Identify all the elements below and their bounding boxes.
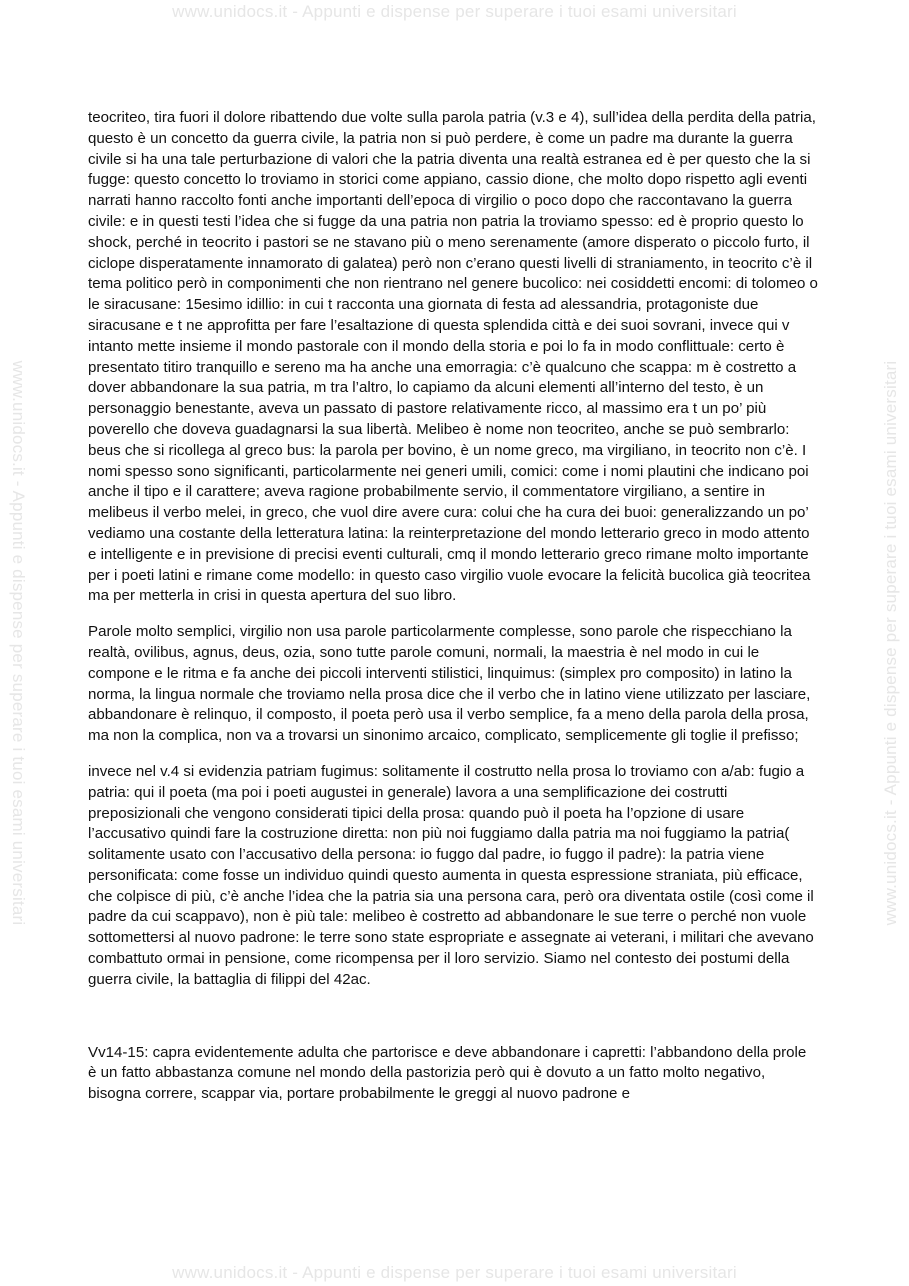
document-body — [88, 108, 818, 1105]
watermark-left: www.unidocs.it - Appunti e dispense per superare i tuoi esami universitari — [9, 360, 28, 926]
watermark-right: www.unidocs.it - Appunti e dispense per superare i tuoi esami universitari — [881, 360, 900, 926]
watermark-bottom: www.unidocs.it - Appunti e dispense per superare i tuoi esami universitari — [172, 1263, 737, 1282]
paragraph-4: Vv14-15: capra evidentemente adulta che partorisce e deve abbandonare i capretti: l’abbandono della prole è un fatto abbastanza comune nel mondo della pastorizia però qui è dovuto a un fatto molto negativo, bisogna correre, scappar via, portare probabilmente le greggi al nuovo padrone e — [88, 1043, 807, 1103]
paragraph-1: teocriteo, tira fuori il dolore ribattendo due volte sulla parola patria (v.3 e 4), sull’idea della perdita della patria, questo è un concetto da guerra civile, la patria non si può perdere, è come un padre ma durante la guerra civile si ha una tale perturbazione di valori che la patria diventa una realtà estranea ed è per questo che la si fugge: questo concetto lo troviamo in storici come appiano, cassio dione, che molto dopo rispetto agli eventi narrati hanno raccolto fonti anche importanti dell’epoca di virgilio o poco dopo che raccontavano la guerra civile: e in questi testi l’idea che si fugge da una patria non patria la troviamo spesso: ed è proprio questo lo shock, perché in teocrito i pastori se ne stavano più o meno serenamente (amore disperato o piccolo furto, il ciclope disperatamente innamorato di galatea) però non c’erano questi livelli di straniamento, in teocrito c’è il tema politico però in componimenti che non rientrano nel genere bucolico: nei cosiddetti encomi: di tolomeo o le siracusane: 15esimo idillio: in cui t racconta una giornata di festa ad alessandria, protagoniste due siracusane e t ne approfitta per fare l’esaltazione di questa splendida città e dei suoi sovrani, invece qui v intanto mette insieme il mondo pastorale con il mondo della storia e poi lo fa in modo conflittuale: certo è presentato titiro tranquillo e sereno ma ha anche una emorragia: c’è qualcuno che scappa: m è costretto a dover abbandonare la sua patria, m tra l’altro, lo capiamo da alcuni elementi all’interno del testo, è un personaggio benestante, aveva un passato di pastore relativamente ricco, al massimo era t un po’ più poverello che doveva guadagnarsi la sua libertà. Melibeo è nome non teocriteo, anche se può sembrarlo: beus che si ricollega al greco bus: la parola per bovino, è un nome greco, ma virgiliano, in teocrito non c’è. I nomi spesso sono significanti, particolarmente nei generi umili, comici: come i nomi plautini che indicano poi anche il tipo e il carattere; aveva ragione probabilmente servio, il commentatore virgiliano, a sentire in melibeus il verbo melei, in greco, che vuol dire avere cura: colui che ha cura dei buoi: generalizzando un po’ vediamo una costante della letteratura latina: la reinterpretazione del mondo letterario greco in modo attento e intelligente e in previsione di precisi eventi culturali, cmq il mondo letterario greco rimane molto importante per i poeti latini e rimane come modello: in questo caso virgilio vuole evocare la felicità bucolica già teocritea ma per metterla in crisi in questa apertura del suo libro. — [88, 109, 818, 605]
watermark-top: www.unidocs.it - Appunti e dispense per superare i tuoi esami universitari — [172, 2, 737, 21]
paragraph-2: Parole molto semplici, virgilio non usa parole particolarmente complesse, sono parole che rispecchiano la realtà, ovilibus, agnus, deus, ozia, sono tutte parole comuni, normali, la maestria è nel modo in cui le compone e le ritma e fa anche dei piccoli interventi stilistici, linquimus: (simplex pro composito) in latino la norma, la lingua normale che troviamo nella prosa dice che il verbo che in latino viene utilizzato per lasciare, abbandonare è relinquo, il composto, il poeta però usa il verbo semplice, fa a meno della parola della prosa, ma non la complica, non va a trovarsi un sinonimo arcaico, complicato, semplicemente gli toglie il prefisso; — [88, 623, 811, 745]
paragraph-3: invece nel v.4 si evidenzia patriam fugimus: solitamente il costrutto nella prosa lo troviamo con a/ab: fugio a patria: qui il poeta (ma poi i poeti augustei in generale) lavora a una semplificazione dei costrutti preposizionali che vengono considerati tipici della prosa: quando può il poeta ha l’opzione di usare l’accusativo quindi fare la costruzione diretta: non più noi fuggiamo dalla patria ma noi fuggiamo la patria( solitamente usato con l’accusativo della persona: io fuggo dal padre, io fuggo il padre): la patria viene personificata: come fosse un individuo quindi questo aumenta in questa espressione straniata, più efficace, che colpisce di più, c’è anche l’idea che la patria sia una persona cara, però ora diventata ostile (così come il padre da cui scappavo), non è più tale: melibeo è costretto ad abbandonare le sue terre o perché non vuole sottomettersi al nuovo padrone: le terre sono state espropriate e assegnate ai veterani, i militari che avevano combattuto ormai in pensione, come ricompensa per il loro servizio. Siamo nel contesto dei postumi della guerra civile, la battaglia di filippi del 42ac. — [88, 762, 814, 988]
